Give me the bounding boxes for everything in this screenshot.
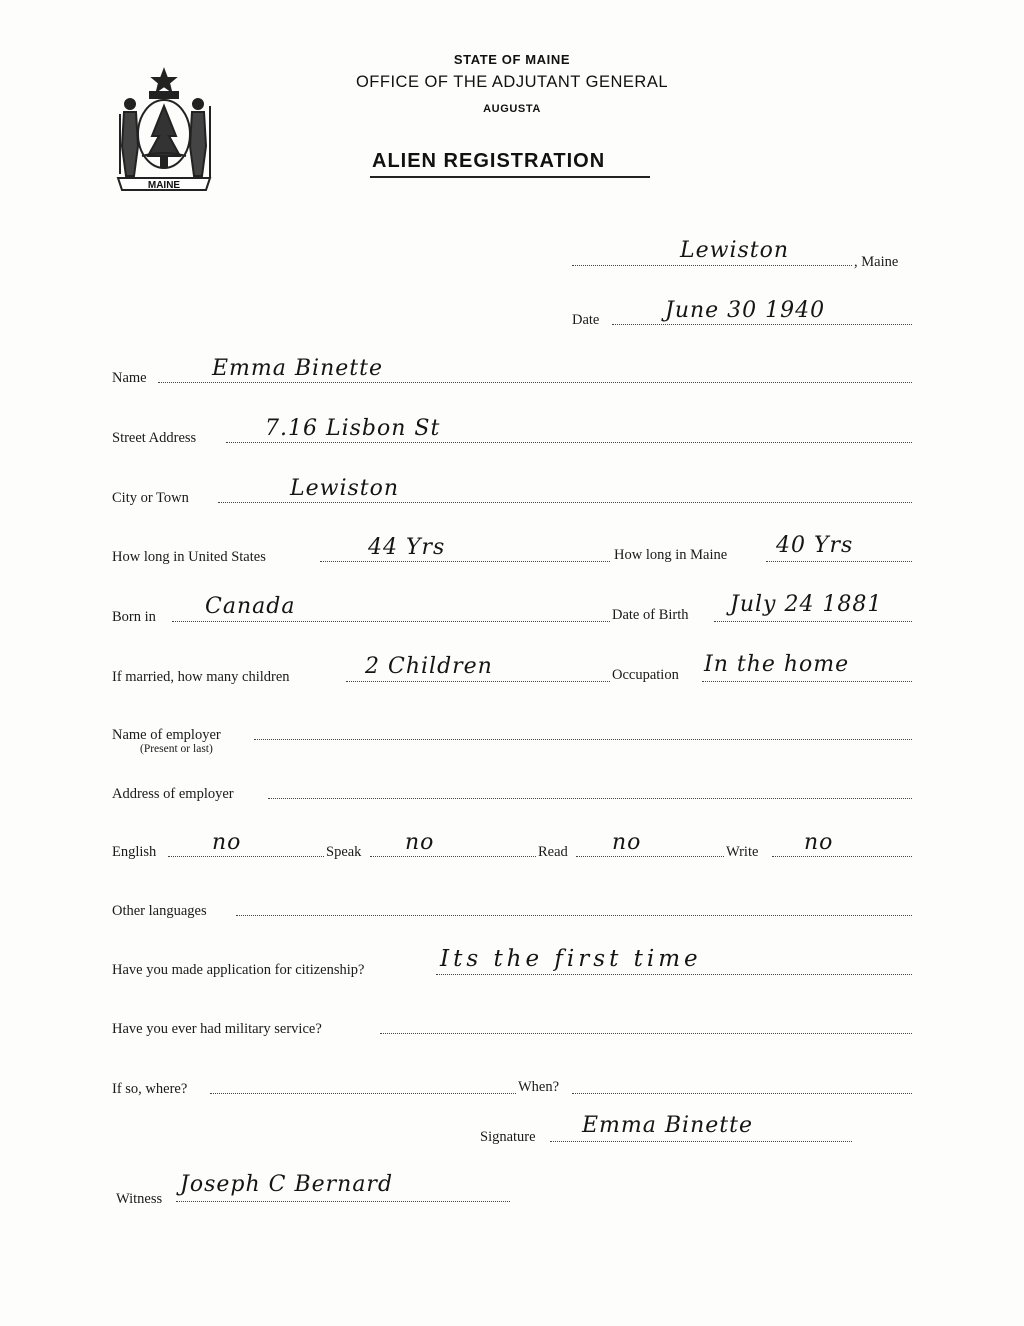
english-label: English bbox=[112, 844, 157, 860]
witness-label: Witness bbox=[116, 1191, 163, 1207]
occupation-label: Occupation bbox=[612, 667, 679, 683]
speak-line bbox=[370, 856, 536, 857]
when-label: When? bbox=[518, 1079, 560, 1095]
header-city: AUGUSTA bbox=[483, 103, 541, 115]
english-entry: no bbox=[212, 830, 242, 855]
employer-label: Name of employer bbox=[112, 727, 221, 743]
employer-address-line bbox=[268, 798, 912, 799]
born-label: Born in bbox=[112, 609, 156, 625]
occupation-line bbox=[702, 681, 912, 682]
citizenship-entry: Its the first time bbox=[440, 946, 702, 972]
street-entry: 7.16 Lisbon St bbox=[265, 416, 441, 441]
name-line bbox=[158, 382, 912, 383]
seal-banner: MAINE bbox=[147, 180, 181, 191]
street-line bbox=[226, 442, 912, 443]
date-line bbox=[612, 324, 912, 325]
title-underline bbox=[370, 176, 650, 178]
dob-entry: July 24 1881 bbox=[730, 592, 883, 617]
children-label: If married, how many children bbox=[112, 669, 290, 685]
when-line bbox=[572, 1093, 912, 1094]
read-line bbox=[576, 856, 724, 857]
long-maine-line bbox=[766, 561, 912, 562]
long-us-line bbox=[320, 561, 610, 562]
town-line bbox=[572, 265, 852, 266]
children-entry: 2 Children bbox=[365, 654, 493, 679]
military-label: Have you ever had military service? bbox=[112, 1021, 322, 1037]
employer-line bbox=[254, 739, 912, 740]
write-entry: no bbox=[804, 830, 834, 855]
occupation-entry: In the home bbox=[704, 652, 850, 677]
long-us-label: How long in United States bbox=[112, 549, 266, 565]
read-entry: no bbox=[612, 830, 642, 855]
speak-label: Speak bbox=[326, 844, 362, 860]
long-us-entry: 44 Yrs bbox=[368, 535, 446, 560]
speak-entry: no bbox=[405, 830, 435, 855]
header-office: OFFICE OF THE ADJUTANT GENERAL bbox=[355, 73, 669, 91]
form-title: ALIEN REGISTRATION bbox=[372, 150, 606, 172]
signature-entry: Emma Binette bbox=[582, 1113, 753, 1138]
english-line bbox=[168, 856, 324, 857]
street-label: Street Address bbox=[112, 430, 197, 446]
where-line bbox=[210, 1093, 516, 1094]
name-label: Name bbox=[112, 370, 147, 386]
dob-label: Date of Birth bbox=[612, 607, 689, 623]
signature-line bbox=[550, 1141, 852, 1142]
employer-address-label: Address of employer bbox=[112, 786, 234, 802]
other-languages-label: Other languages bbox=[112, 903, 207, 919]
witness-line bbox=[176, 1201, 510, 1202]
read-label: Read bbox=[538, 844, 568, 860]
town-entry: Lewiston bbox=[680, 238, 790, 263]
date-entry: June 30 1940 bbox=[665, 298, 826, 323]
long-maine-entry: 40 Yrs bbox=[776, 533, 854, 558]
signature-label: Signature bbox=[480, 1129, 536, 1145]
city-line bbox=[218, 502, 912, 503]
witness-entry: Joseph C Bernard bbox=[180, 1172, 394, 1197]
other-languages-line bbox=[236, 915, 912, 916]
write-line bbox=[772, 856, 912, 857]
where-label: If so, where? bbox=[112, 1081, 188, 1097]
write-label: Write bbox=[726, 844, 759, 860]
long-maine-label: How long in Maine bbox=[614, 547, 728, 563]
date-label: Date bbox=[572, 312, 600, 328]
born-line bbox=[172, 621, 610, 622]
children-line bbox=[346, 681, 610, 682]
city-entry: Lewiston bbox=[290, 476, 400, 501]
citizenship-line bbox=[436, 974, 912, 975]
citizenship-label: Have you made application for citizenship? bbox=[112, 962, 365, 978]
name-entry: Emma Binette bbox=[212, 356, 383, 381]
born-entry: Canada bbox=[205, 594, 296, 619]
header-state: STATE OF MAINE bbox=[453, 52, 571, 67]
military-line bbox=[380, 1033, 912, 1034]
maine-label: , Maine bbox=[854, 254, 899, 270]
dob-line bbox=[714, 621, 912, 622]
city-label: City or Town bbox=[112, 490, 189, 506]
employer-note: (Present or last) bbox=[140, 743, 213, 755]
